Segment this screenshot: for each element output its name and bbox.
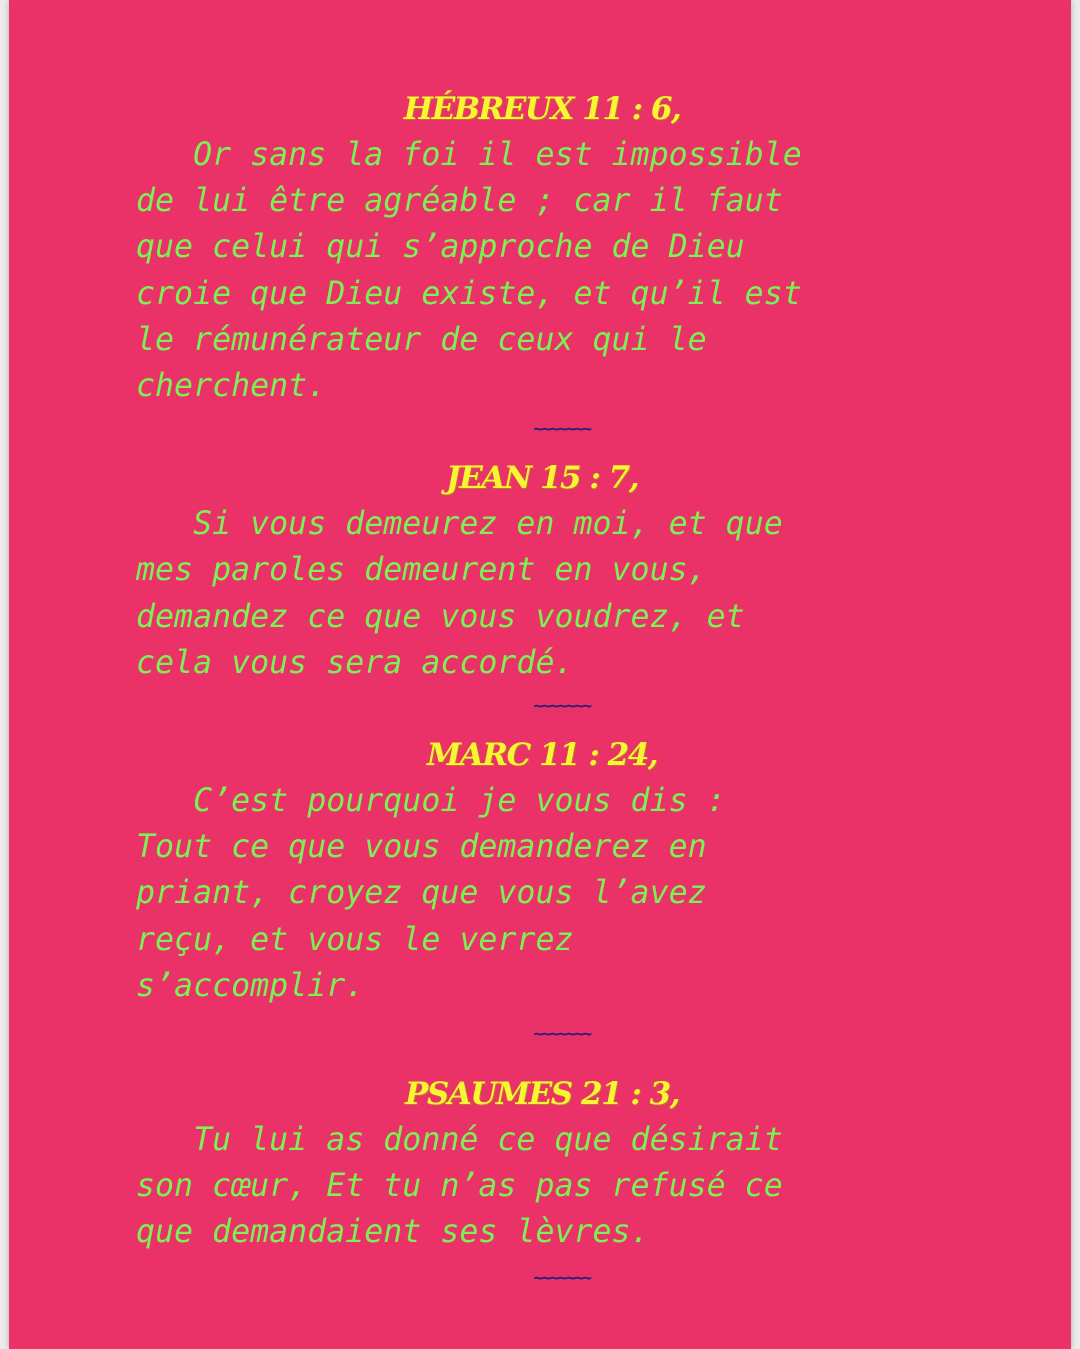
verse-text-jean: Si vous demeurez en moi, et que mes paroles demeurent en vous, demandez ce que vous voudrez, et cela vous sera accordé. bbox=[136, 506, 783, 681]
verse-reference-hebreux: HÉBREUX 11 : 6, bbox=[403, 91, 681, 127]
document-page bbox=[9, 0, 1071, 1349]
verse-reference-psaumes: PSAUMES 21 : 3, bbox=[405, 1076, 679, 1113]
verse-text-hebreux: Or sans la foi il est impossible de lui être agréable ; car il faut que celui qui s’approche de Dieu croie que Dieu existe, et qu’il est le rémunérateur de ceux qui le cherchent. bbox=[136, 137, 802, 405]
verse-text-marc: C’est pourquoi je vous dis : Tout ce que vous demanderez en priant, croyez que vous l’avez reçu, et vous le verrez s’accomplir. bbox=[136, 783, 726, 1004]
separator: ~~~~~~~ bbox=[533, 1267, 591, 1287]
separator: ~~~~~~~ bbox=[533, 419, 591, 439]
verse-reference-marc: MARC 11 : 24, bbox=[426, 737, 658, 774]
separator: ~~~~~~~ bbox=[533, 1024, 591, 1044]
page-content bbox=[136, 86, 966, 1302]
verse-reference-jean: JEAN 15 : 7, bbox=[445, 460, 638, 497]
verse-text-psaumes: Tu lui as donné ce que désirait son cœur, Et tu n’as pas refusé ce que demandaient ses lèvres. bbox=[136, 1122, 783, 1251]
separator: ~~~~~~~ bbox=[533, 696, 591, 716]
